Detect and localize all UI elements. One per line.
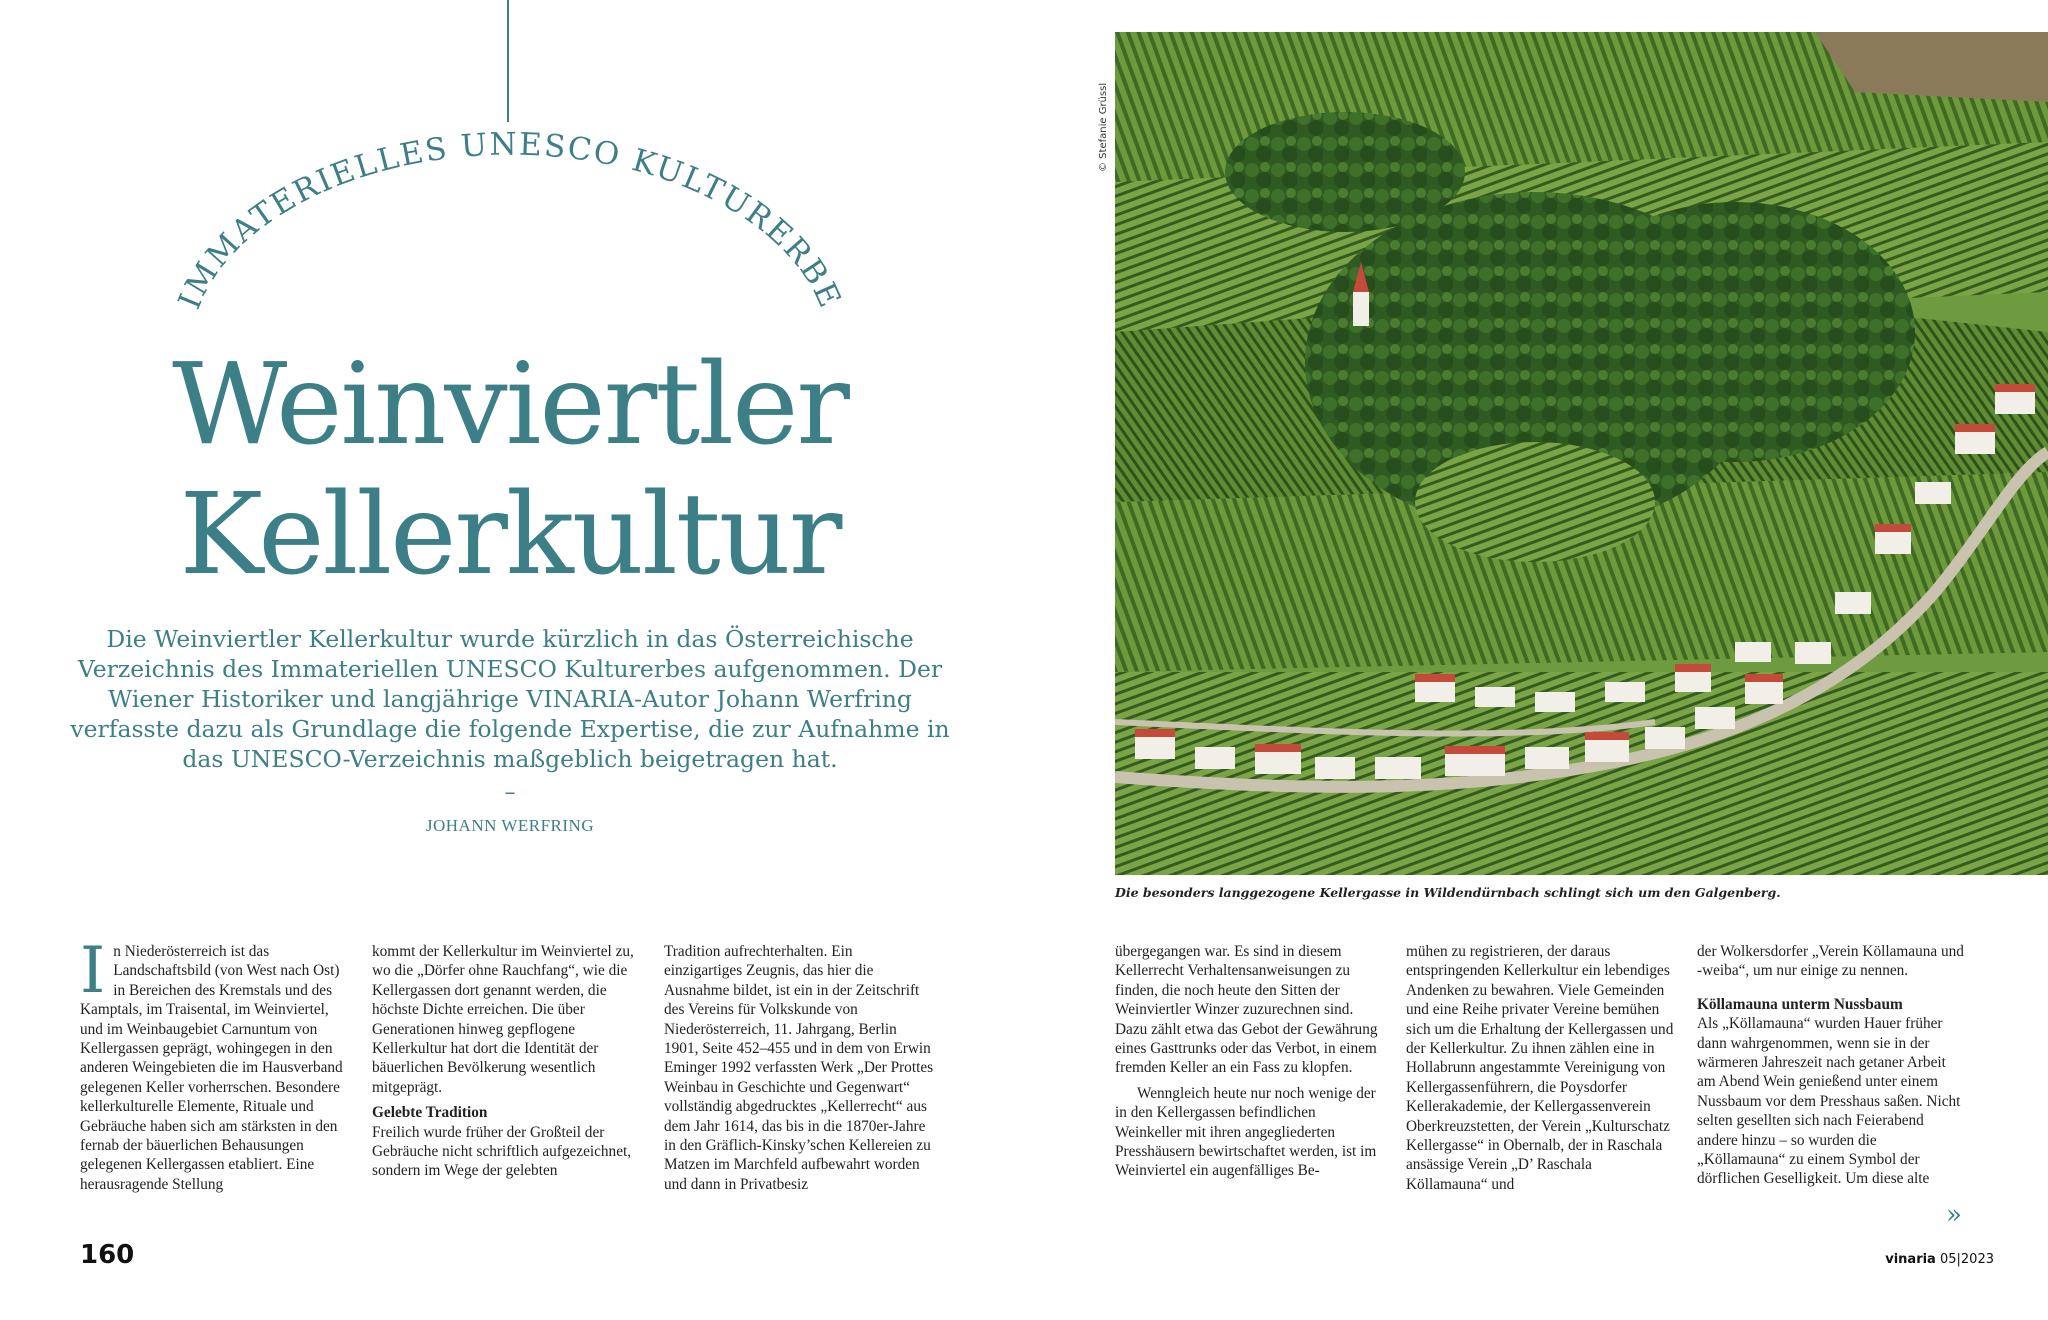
magazine-name: vinaria <box>1885 1252 1936 1267</box>
issue-number: 05|2023 <box>1939 1252 1994 1267</box>
photo-caption: Die besonders langgezogene Kellergasse in Wildendürnbach schlingt sich um den Galgenberg. <box>1115 885 1781 900</box>
lede-dash: – <box>504 780 516 805</box>
body-column-6 <box>1697 942 1967 1189</box>
body-text: kommt der Kellerkultur im Weinviertel zu, wo die „Dörfer ohne Rauchfang“, wie die Kellergassen dort genannt werden, die höchste Dichte erreichen. Die über Generationen hinweg gepflogene Kellerkultur hat dort die Identität der bäuerlichen Bevölkerung wesentlich mitgeprägt. <box>372 943 634 1096</box>
page-title-line-2: Kellerkultur <box>179 470 841 600</box>
body-column-4 <box>1115 942 1385 1181</box>
author-byline: JOHANN WERFRING <box>425 816 595 835</box>
photo-credit <box>1094 32 1110 172</box>
page-number: 160 <box>80 1240 135 1270</box>
lede-paragraph: Die Weinviertler Kellerkultur wurde kürzlich in das Österreichische Verzeichnis des Immateriellen UNESCO Kulturerbes aufgenommen. Der Wiener Historiker und langjährige VINARIA-Autor Johann Werfring verfasste dazu als Grundlage die folgende Expertise, die zur Aufnahme in das UNESCO-Verzeichnis maßgeblich beigetragen hat. <box>70 625 950 773</box>
drop-cap: I <box>80 934 106 1008</box>
body-text: der Wolkersdorfer „Verein Köllamauna und -weiba“, um nur einige zu nennen. <box>1697 943 1964 980</box>
body-text: n Niederösterreich ist das Landschaftsbild (von West nach Ost) in Bereichen des Kremstals und des Kamptals, im Traisental, im Weinviertel, und im Weinbaugebiet Carnuntum von Kellergassen geprägt, wohingegen in den anderen Weingebieten die im Hausverband gelegenen Keller vorherrschen. Besondere kellerkulturelle Elemente, Rituale und Gebräuche haben sich am stärksten in den fernab der bäuerlichen Behausungen gelegenen Kellergassen etabliert. Eine herausragende Stellung <box>80 943 343 1193</box>
aerial-vineyard-photo <box>1115 32 2048 875</box>
svg-text:IMMATERIELLES UNESCO KULTURERB <box>172 130 849 314</box>
continue-arrow-icon: » <box>1946 1200 1962 1230</box>
kicker-arc <box>150 130 870 370</box>
kicker-text: IMMATERIELLES UNESCO KULTURERBE <box>171 130 849 315</box>
body-text: Freilich wurde früher der Großteil der Gebräuche nicht schriftlich aufgezeichnet, sondern im Wege der gelebten <box>372 1123 632 1180</box>
body-text: Als „Köllamauna“ wurden Hauer früher dann wahrgenommen, wenn sie in der wärmeren Jahreszeit nach getaner Arbeit am Abend Wein genießend unter einem Nussbaum vor dem Presshaus saßen. Nicht selten gesellten sich nach Feierabend andere hinzu – so wurden die „Köllamauna“ zu einem Symbol der dörflichen Geselligkeit. Um diese alte <box>1697 1015 1961 1188</box>
body-text: Tradition aufrechterhalten. Ein einzigartiges Zeugnis, das hier die Ausnahme bildet, ist ein in der Zeitschrift des Vereins für Volkskunde von Niederösterreich, 11. Jahrgang, Berlin 1901, Seite 452–455 und in dem von Erwin Eminger 1992 verfassten Werk „Der Prottes Weinbau in Geschichte und Gegenwart“ vollständig abgedrucktes „Kellerrecht“ aus dem Jahr 1614, das bis in die 1870er-Jahre in den Gräflich-Kinsky’schen Kellereien zu Matzen im Marchfeld aufbewahrt worden und dann in Privatbesiz <box>664 943 934 1193</box>
body-column-5 <box>1406 942 1676 1194</box>
page-title-line-1: Weinviertler <box>172 340 848 470</box>
body-text: mühen zu registrieren, der daraus entspringenden Kellerkultur ein lebendiges Andenken zu bewahren. Viele Gemeinden und eine Reihe privater Vereine bemühen sich um die Erhaltung der Kellergassen und der Kellerkultur. Zu ihnen zählen eine in Hollabrunn angestammte Vereinigung von Kellergassenführern, die Poysdorfer Kellerakademie, der Kellergassenverein Oberkreuzstetten, der Verein „Kulturschatz Kellergasse“ in Obernalb, der in Raschala ansässige Verein „D’ Raschala Köllamauna“ und <box>1406 943 1674 1193</box>
body-column-1 <box>80 934 350 1194</box>
magazine-folio <box>1885 1252 1994 1267</box>
subheading: Köllamauna unterm Nussbaum <box>1697 995 1903 1013</box>
body-text: übergegangen war. Es sind in diesem Kellerrecht Verhaltensanweisungen zu finden, die noch heute den Sitten der Weinviertler Winzer zuzurechnen sind. Dazu zählt etwa das Gebot der Gewährung eines Gasttrunks oder das Verbot, in einem fremden Keller an ein Fass zu klopfen. <box>1115 943 1378 1077</box>
subheading: Gelebte Tradition <box>372 1104 488 1122</box>
top-divider-line <box>507 0 509 122</box>
body-column-3 <box>664 942 934 1194</box>
body-column-2 <box>372 942 642 1181</box>
body-text: Wenngleich heute nur noch wenige der in den Kellergassen befindlichen Weinkeller mit ihren angegliederten Presshäusern bewirtschaftet werden, ist im Weinviertel ein augenfälliges Be- <box>1115 1084 1377 1180</box>
photo-credit-text: © Stefanie Grüssl <box>1098 82 1109 172</box>
